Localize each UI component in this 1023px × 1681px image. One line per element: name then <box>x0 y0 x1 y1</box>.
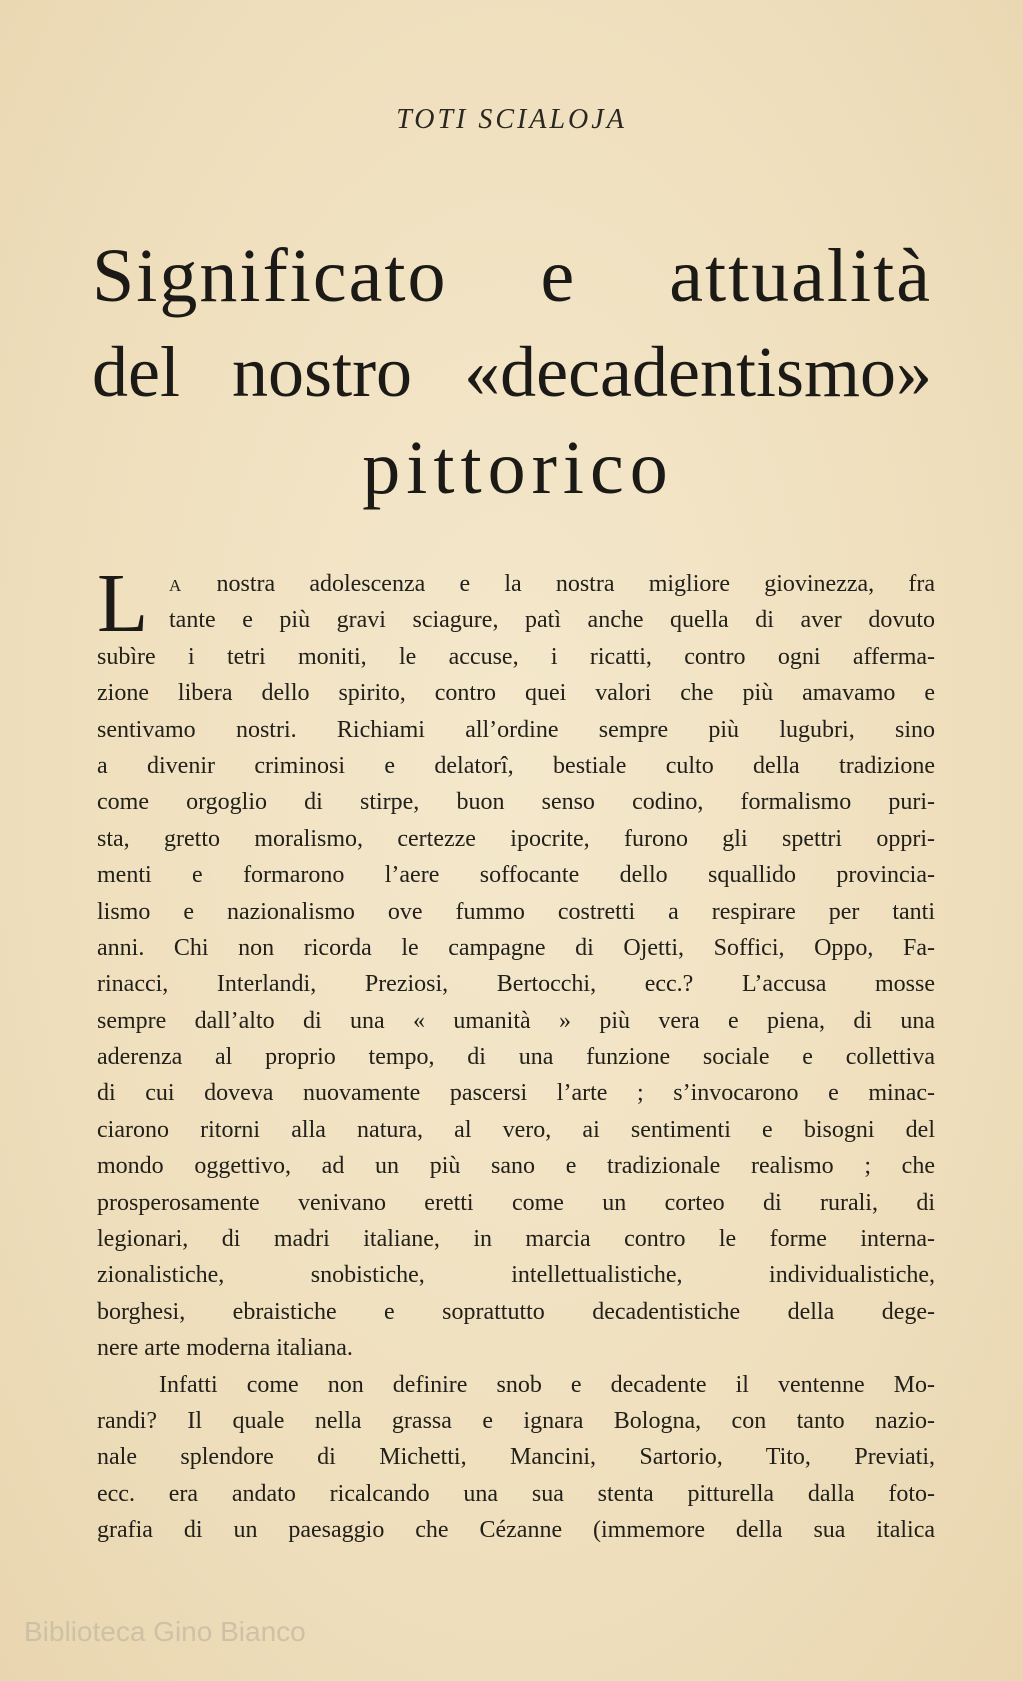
text-line: subìre i tetri moniti, le accuse, i ricatti, contro ogni afferma- <box>97 643 935 670</box>
title-word: Significato <box>92 234 448 318</box>
text-line <box>97 566 935 602</box>
text-line: tante e più gravi sciagure, patì anche quella di aver dovuto <box>169 607 935 634</box>
title-line-1 <box>92 228 932 324</box>
text-line: rinacci, Interlandi, Preziosi, Bertocchi, ecc.? L’accusa mosse <box>97 971 935 998</box>
text-line: sempre dall’alto di una « umanità » più vera e piena, di una <box>97 1007 935 1034</box>
text-line: nere arte moderna italiana. <box>97 1335 353 1362</box>
text-line: anni. Chi non ricorda le campagne di Ojetti, Soffici, Oppo, Fa- <box>97 934 935 961</box>
text-line: nale splendore di Michetti, Mancini, Sartorio, Tito, Previati, <box>97 1444 935 1471</box>
text-line: sentivamo nostri. Richiami all’ordine sempre più lugubri, sino <box>97 716 935 743</box>
text-line: prosperosamente venivano eretti come un corteo di rurali, di <box>97 1189 935 1216</box>
title-word: e <box>540 234 577 318</box>
text-line: randi? Il quale nella grassa e ignara Bologna, con tanto nazio- <box>97 1407 935 1434</box>
text-line: ciarono ritorni alla natura, al vero, ai sentimenti e bisogni del <box>97 1116 935 1143</box>
text-line: zione libera dello spirito, contro quei valori che più amavamo e <box>97 680 935 707</box>
text-line: legionari, di madri italiane, in marcia contro le forme interna- <box>97 1226 935 1253</box>
text-line: di cui doveva nuovamente pascersi l’arte ; s’invocarono e minac- <box>97 1080 935 1107</box>
text-line: menti e formarono l’aere soffocante dello squallido provincia- <box>97 862 935 889</box>
text-line: grafia di un paesaggio che Cézanne (immemore della sua italica <box>97 1517 935 1544</box>
text-line: aderenza al proprio tempo, di una funzione sociale e collettiva <box>97 1044 935 1071</box>
text-line: mondo oggettivo, ad un più sano e tradizionale realismo ; che <box>97 1153 935 1180</box>
article-title <box>92 228 932 516</box>
text-line-content: nostra adolescenza e la nostra migliore giovinezza, fra <box>216 571 935 597</box>
text-line: sta, gretto moralismo, certezze ipocrite, furono gli spettri oppri- <box>97 825 935 852</box>
text-line: ecc. era andato ricalcando una sua stenta pitturella dalla foto- <box>97 1480 935 1507</box>
small-cap-letter: A <box>169 576 183 595</box>
article-body <box>97 557 935 1549</box>
text-line: zionalistiche, snobistiche, intellettualistiche, individualistiche, <box>97 1262 935 1289</box>
text-line: Infatti come non definire snob e decadente il ventenne Mo- <box>159 1371 935 1398</box>
text-line: lismo e nazionalismo ove fummo costretti a respirare per tanti <box>97 898 935 925</box>
text-line: borghesi, ebraistiche e soprattutto decadentistiche della dege- <box>97 1298 935 1325</box>
text-line: come orgoglio di stirpe, buon senso codino, formalismo puri- <box>97 789 935 816</box>
library-watermark: Biblioteca Gino Bianco <box>24 1616 306 1647</box>
title-line-2: del nostro «decadentismo» <box>92 332 932 412</box>
title-line-3: pittorico <box>362 426 674 510</box>
drop-cap: L <box>97 557 149 650</box>
text-line: a divenir criminosi e delatorî, bestiale culto della tradizione <box>97 752 935 779</box>
author-name: TOTI SCIALOJA <box>396 104 627 135</box>
title-word: attualità <box>669 234 932 318</box>
